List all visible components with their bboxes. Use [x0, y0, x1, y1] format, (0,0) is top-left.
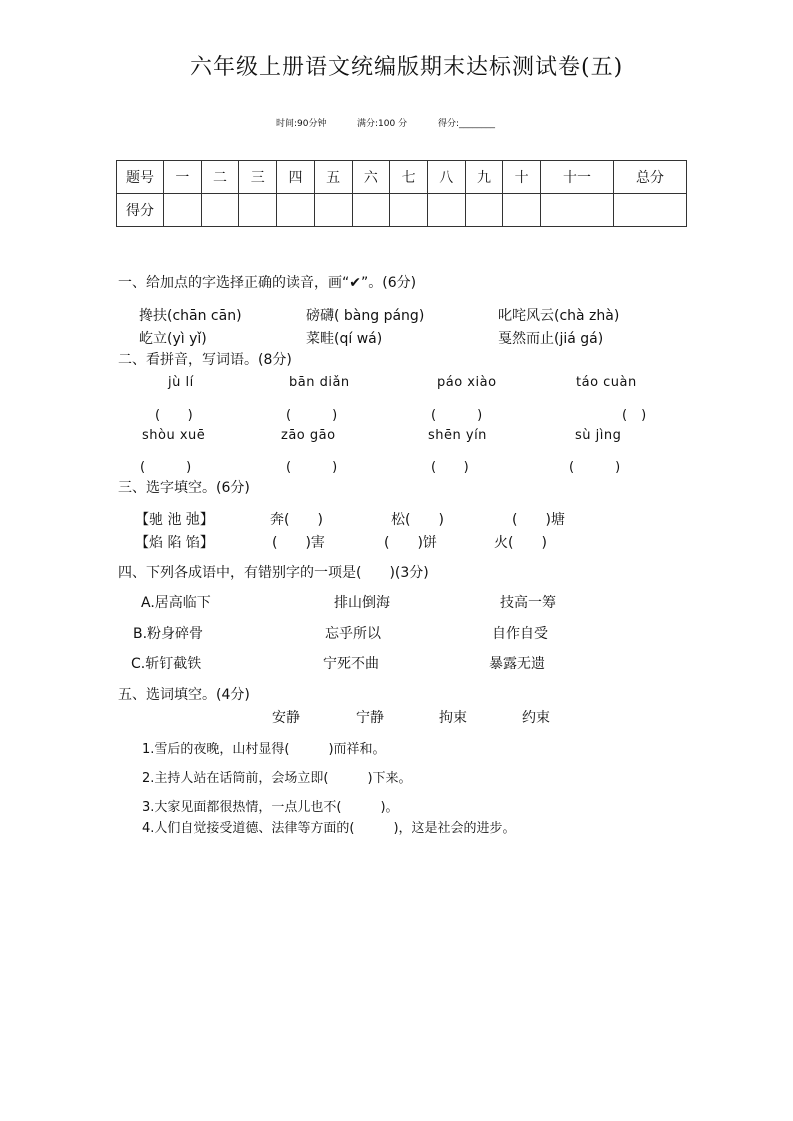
idiom: 忘乎所以 [325, 626, 381, 642]
idiom: 暴露无遗 [489, 656, 545, 672]
score-table-header-cell: 六 [352, 161, 390, 194]
sentence-line[interactable]: 4.人们自觉接受道德、法律等方面的( )，这是社会的进步。 [142, 821, 516, 836]
section-1-heading: 一、给加点的字选择正确的读音，画“✔”。(6分) [118, 275, 417, 291]
score-table-header-cell: 三 [239, 161, 277, 194]
score-table-header-cell: 十 [503, 161, 541, 194]
page-title: 六年级上册语文统编版期末达标测试卷(五) [190, 55, 624, 80]
word-choice: 安静 [272, 710, 300, 726]
pinyin: páo xiào [437, 375, 497, 390]
answer-blank[interactable]: ( ) [140, 460, 192, 475]
score-table-header-row [117, 161, 687, 194]
fill-item[interactable]: 火( ) [494, 535, 547, 551]
answer-blank[interactable]: ( ) [286, 460, 338, 475]
section-4-heading: 四、下列各成语中，有错别字的一项是( )(3分) [118, 565, 429, 581]
pinyin: sù jìng [575, 428, 622, 443]
score-table-score-row [117, 194, 687, 227]
fill-item[interactable]: 奔( ) [270, 512, 323, 528]
full-score-label: 满分:100 分 [357, 119, 408, 129]
score-table [116, 160, 687, 227]
s1-item: 叱咤风云(chà zhà) [498, 308, 620, 324]
s1-item: 搀扶(chān cān) [139, 308, 242, 324]
score-cell[interactable] [465, 194, 503, 227]
pinyin: táo cuàn [576, 375, 637, 390]
word-choice: 拘束 [439, 710, 467, 726]
pinyin: shēn yín [428, 428, 487, 443]
char-group: 【驰 池 弛】 [135, 512, 214, 528]
word-choice: 约束 [522, 710, 550, 726]
answer-blank[interactable]: ( ) [286, 408, 338, 423]
score-table-header-cell: 七 [390, 161, 428, 194]
s1-item: 戛然而止(jiá gá) [498, 331, 604, 347]
section-3-heading: 三、选字填空。(6分) [118, 480, 250, 496]
section-5-heading: 五、选词填空。(4分) [118, 687, 250, 703]
score-table-header-cell: 一 [164, 161, 202, 194]
score-table-row-label: 得分 [117, 194, 164, 227]
score-cell[interactable] [164, 194, 202, 227]
s1-item: 菜畦(qí wá) [306, 331, 383, 347]
sentence-line[interactable]: 1.雪后的夜晚，山村显得( )而祥和。 [142, 742, 386, 757]
score-cell[interactable] [314, 194, 352, 227]
score-cell[interactable] [201, 194, 239, 227]
idiom-option[interactable]: A.居高临下 [141, 595, 211, 611]
score-cell[interactable] [352, 194, 390, 227]
pinyin: shòu xuē [142, 428, 206, 443]
score-label: 得分:________ [438, 119, 496, 129]
sentence-line[interactable]: 3.大家见面都很热情，一点儿也不( )。 [142, 800, 399, 815]
answer-blank[interactable]: ( ) [155, 408, 194, 423]
fill-item[interactable]: 松( ) [391, 512, 444, 528]
answer-blank[interactable]: ( ) [431, 460, 470, 475]
score-cell[interactable] [427, 194, 465, 227]
score-table-header-cell: 十一 [541, 161, 614, 194]
answer-blank[interactable]: ( ) [569, 460, 621, 475]
idiom: 技高一筹 [500, 595, 556, 611]
pinyin: zāo gāo [281, 428, 336, 443]
sentence-line[interactable]: 2.主持人站在话筒前，会场立即( )下来。 [142, 771, 412, 786]
word-choice: 宁静 [356, 710, 384, 726]
score-table-header-cell: 四 [277, 161, 315, 194]
score-table-header-cell: 二 [201, 161, 239, 194]
idiom-option[interactable]: B.粉身碎骨 [133, 626, 204, 642]
s1-item: 磅礴( bàng páng) [306, 308, 425, 324]
pinyin: bān diǎn [289, 375, 350, 390]
score-cell[interactable] [239, 194, 277, 227]
idiom: 自作自受 [492, 626, 548, 642]
fill-item[interactable]: ( )害 [272, 535, 325, 551]
fill-item[interactable]: ( )饼 [384, 535, 437, 551]
s1-item: 屹立(yì yǐ) [139, 331, 207, 347]
score-cell[interactable] [277, 194, 315, 227]
pinyin: jù lí [168, 375, 194, 390]
answer-blank[interactable]: ( ) [622, 408, 647, 423]
char-group: 【焰 陷 馅】 [135, 535, 214, 551]
score-cell[interactable] [613, 194, 686, 227]
score-cell[interactable] [541, 194, 614, 227]
score-table-header-cell: 八 [427, 161, 465, 194]
section-2-heading: 二、看拼音，写词语。(8分) [118, 352, 292, 368]
idiom: 宁死不曲 [323, 656, 379, 672]
score-cell[interactable] [390, 194, 428, 227]
score-table-header-cell: 总分 [613, 161, 686, 194]
score-table-header-cell: 题号 [117, 161, 164, 194]
fill-item[interactable]: ( )塘 [512, 512, 565, 528]
idiom: 排山倒海 [334, 595, 390, 611]
idiom-option[interactable]: C.斩钉截铁 [131, 656, 202, 672]
score-table-header-cell: 九 [465, 161, 503, 194]
answer-blank[interactable]: ( ) [431, 408, 483, 423]
score-table-header-cell: 五 [314, 161, 352, 194]
score-cell[interactable] [503, 194, 541, 227]
time-label: 时间:90分钟 [276, 119, 327, 129]
